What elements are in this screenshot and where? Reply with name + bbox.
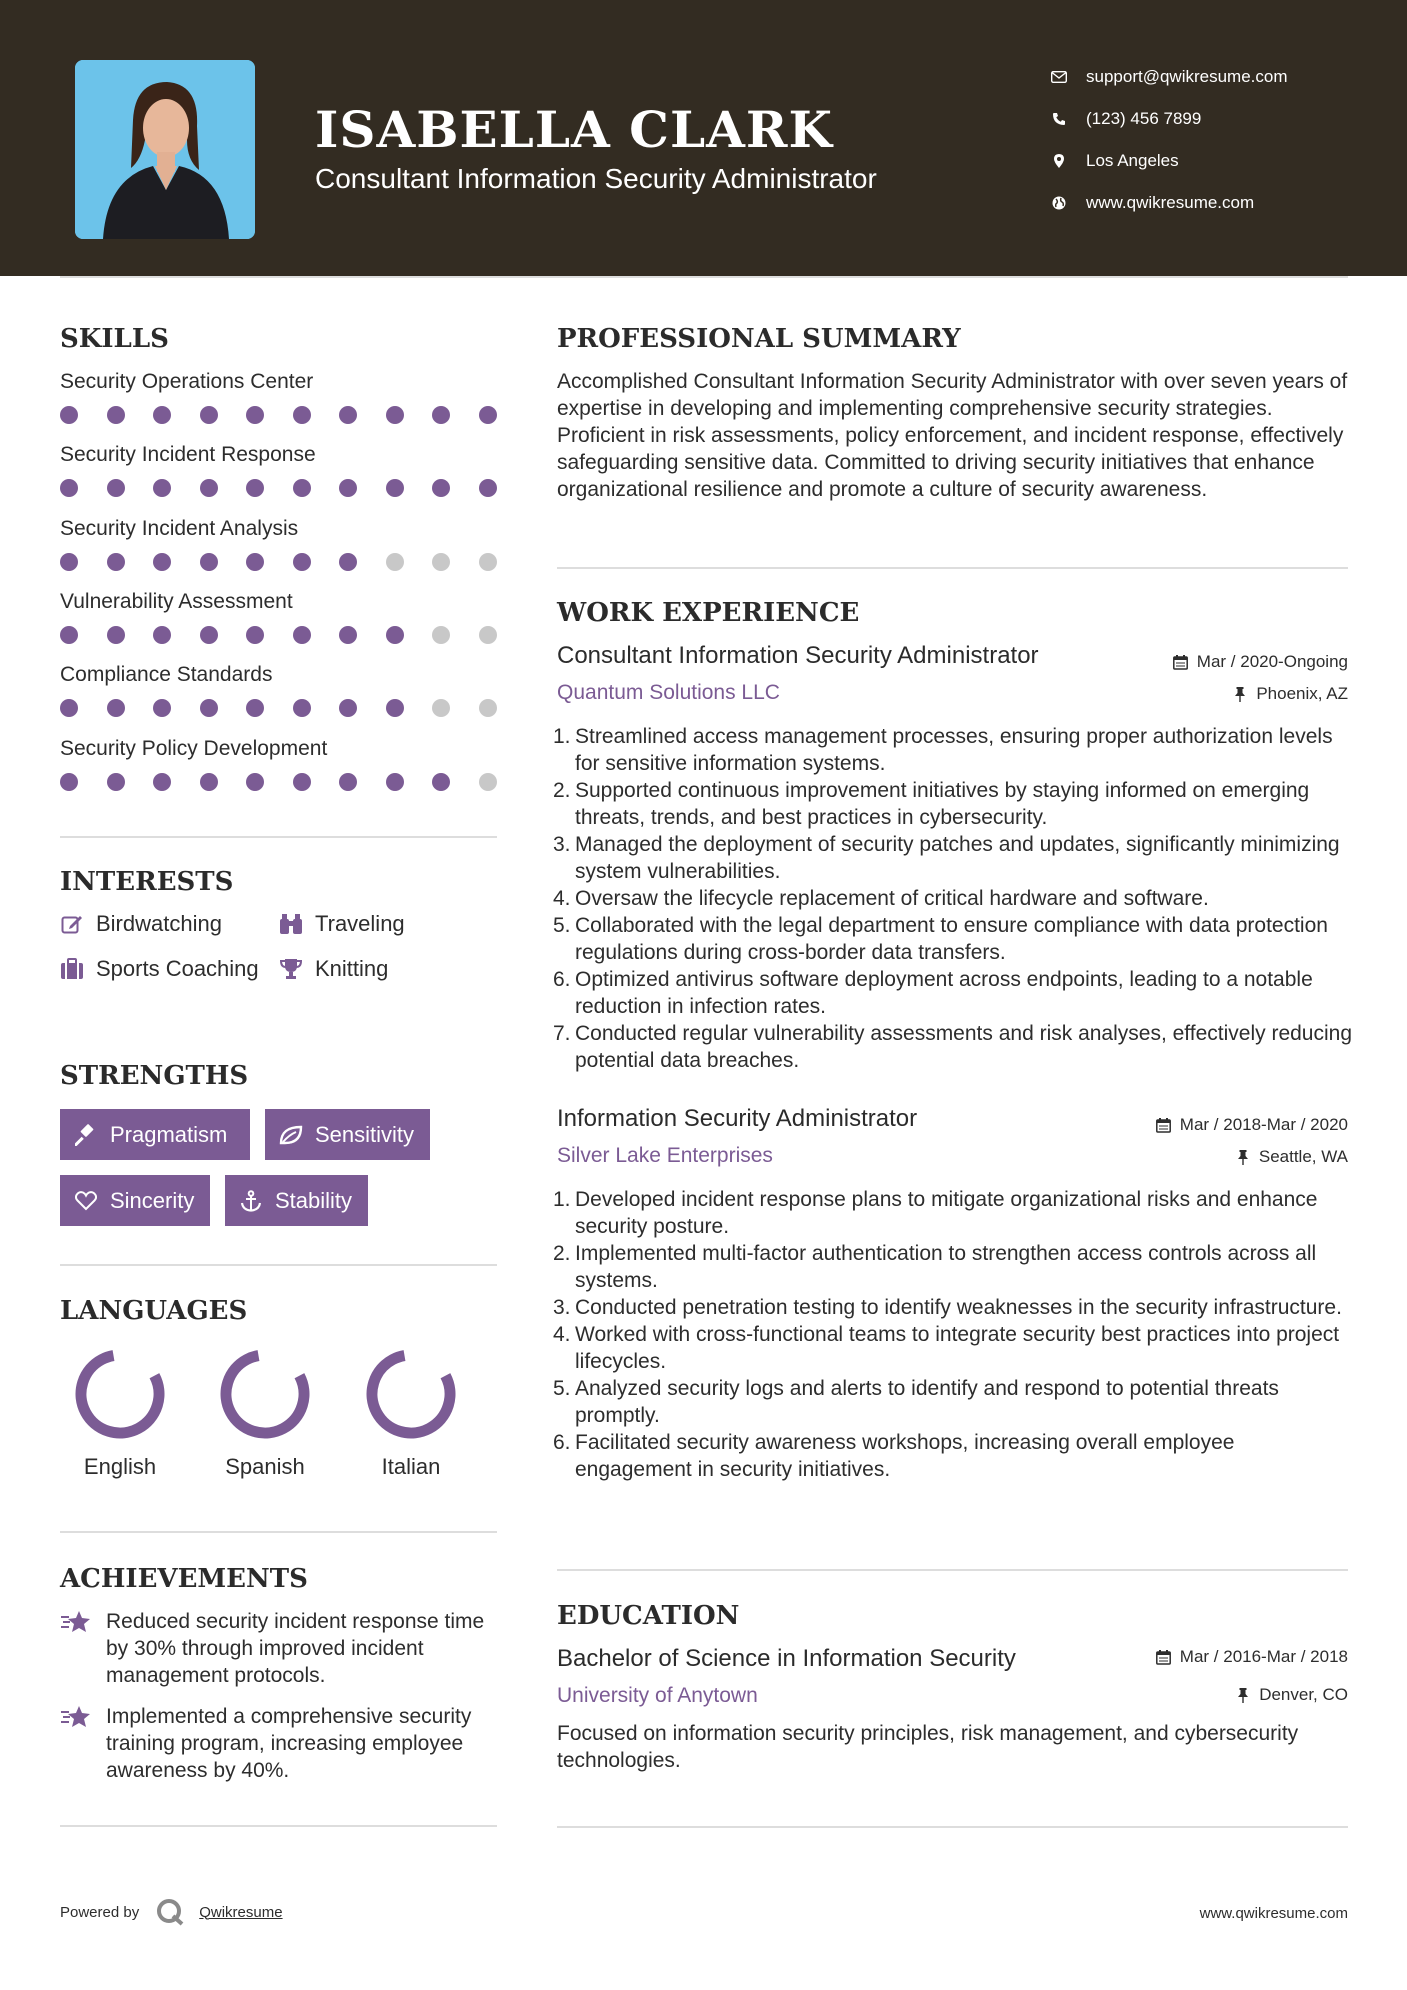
job-date xyxy=(1173,652,1348,672)
skill-rating-dot xyxy=(293,699,311,717)
interest-label: Sports Coaching xyxy=(96,956,259,981)
job-title: Consultant Information Security Administrator xyxy=(557,642,1039,669)
strength-badge xyxy=(265,1109,430,1160)
contact-phone-text: (123) 456 7899 xyxy=(1086,109,1202,128)
skill-rating-dot xyxy=(153,773,171,791)
calendar-icon xyxy=(1156,1117,1172,1133)
skill-label: Security Policy Development xyxy=(60,736,328,760)
skill-rating-dot xyxy=(293,626,311,644)
skill-rating-dot xyxy=(339,699,357,717)
languages-divider xyxy=(60,1531,497,1533)
skill-rating-dot xyxy=(339,406,357,424)
skill-label: Security Operations Center xyxy=(60,370,314,393)
education-date-text: Mar / 2016-Mar / 2018 xyxy=(1179,1647,1348,1666)
job-location-text: Phoenix, AZ xyxy=(1256,684,1348,703)
interest-label: Birdwatching xyxy=(96,911,222,936)
experience-divider xyxy=(557,1569,1348,1571)
achievement-text: Reduced security incident response time by 30% through improved incident management protocols. xyxy=(106,1610,485,1687)
experience-heading: WORK EXPERIENCE xyxy=(557,598,860,628)
skill-label: Security Incident Response xyxy=(60,443,316,467)
contact-website[interactable] xyxy=(1050,182,1288,224)
job-bullet: 1. Streamlined access management processes, ensuring proper authorization levels for sensitive information systems. xyxy=(553,725,1333,775)
skill-rating xyxy=(60,553,525,571)
trophy-icon xyxy=(279,957,303,981)
skill-rating-dot xyxy=(386,626,404,644)
interest-label: Traveling xyxy=(315,911,405,936)
job-company: Quantum Solutions LLC xyxy=(557,681,780,704)
binoculars-icon xyxy=(279,912,303,936)
gavel-icon xyxy=(74,1123,98,1147)
achievements-heading: ACHIEVEMENTS xyxy=(60,1564,308,1594)
education-location xyxy=(1235,1685,1348,1705)
interest-item xyxy=(60,911,222,937)
strength-badge xyxy=(225,1175,368,1226)
job-bullet: 3. Managed the deployment of security patches and updates, significantly minimizing system vulnerabilities. xyxy=(553,833,1340,883)
skill-rating-dot xyxy=(293,479,311,497)
skill-rating-dot xyxy=(153,553,171,571)
contact-list xyxy=(1050,56,1288,224)
header-divider xyxy=(60,276,1348,278)
skill-rating-dot xyxy=(153,626,171,644)
achievement-item xyxy=(60,1608,500,1689)
job-bullets xyxy=(553,1186,1353,1483)
language-level-ring xyxy=(74,1348,166,1440)
skill-rating-dot xyxy=(60,553,78,571)
interest-item xyxy=(60,956,259,982)
skill-rating-dot xyxy=(107,626,125,644)
achievements-divider xyxy=(60,1825,497,1827)
strength-badge xyxy=(60,1109,250,1160)
skill-rating-dot xyxy=(107,553,125,571)
contact-phone[interactable] xyxy=(1050,98,1288,140)
skill-rating-dot xyxy=(432,626,450,644)
skill-rating-dot xyxy=(200,699,218,717)
leaf-icon xyxy=(279,1123,303,1147)
skill-rating-dot xyxy=(200,406,218,424)
skill-rating-dot xyxy=(479,406,497,424)
job-bullet: 4. Worked with cross-functional teams to integrate security best practices into project lifecycles. xyxy=(553,1323,1340,1373)
skill-rating-dot xyxy=(246,626,264,644)
skill-rating-dot xyxy=(339,773,357,791)
skill-rating-dot xyxy=(200,553,218,571)
skill-rating-dot xyxy=(60,406,78,424)
candidate-name: ISABELLA CLARK xyxy=(315,100,833,159)
language-level-arc xyxy=(74,1348,166,1440)
interest-label: Knitting xyxy=(315,956,389,981)
powered-by-text: Powered by xyxy=(60,1903,140,1921)
location-pin-icon xyxy=(1050,152,1068,170)
interests-heading: INTERESTS xyxy=(60,867,234,897)
job-location-text: Seattle, WA xyxy=(1258,1147,1348,1166)
skills-divider xyxy=(60,836,497,838)
skill-rating-dot xyxy=(60,699,78,717)
skill-rating-dot xyxy=(386,479,404,497)
skill-rating-dot xyxy=(386,406,404,424)
skill-label: Vulnerability Assessment xyxy=(60,589,293,613)
summary-heading: PROFESSIONAL SUMMARY xyxy=(557,324,961,354)
skill-rating xyxy=(60,699,525,717)
shooting-star-icon xyxy=(60,1703,92,1731)
skill-rating-dot xyxy=(107,773,125,791)
skill-rating-dot xyxy=(386,553,404,571)
contact-location-text: Los Angeles xyxy=(1086,151,1179,170)
language-label: Spanish xyxy=(225,1454,305,1479)
shooting-star-icon xyxy=(60,1608,92,1636)
skill-rating-dot xyxy=(432,699,450,717)
job-bullet: 6. Optimized antivirus software deployment across endpoints, leading to a notable reduction in infection rates. xyxy=(553,968,1313,1018)
job-bullet: 2. Supported continuous improvement initiatives by staying informed on emerging threats, trends, and best practices in cybersecurity. xyxy=(553,779,1310,829)
pencil-square-icon xyxy=(60,912,84,936)
pushpin-icon xyxy=(1235,1687,1251,1703)
job-title: Information Security Administrator xyxy=(557,1105,918,1132)
skill-rating xyxy=(60,479,525,497)
skill-label: Security Incident Analysis xyxy=(60,516,299,540)
skill-rating-dot xyxy=(339,553,357,571)
skill-rating xyxy=(60,773,525,791)
language-label: Italian xyxy=(381,1454,441,1479)
education-description: Focused on information security principles, risk management, and cybersecurity technologies. xyxy=(557,1722,1299,1772)
job-bullet: 1. Developed incident response plans to mitigate organizational risks and enhance security posture. xyxy=(553,1188,1318,1238)
education-location-text: Denver, CO xyxy=(1259,1685,1348,1704)
footer-powered-by xyxy=(60,1898,283,1926)
resume-header xyxy=(0,0,1407,276)
skill-rating-dot xyxy=(153,479,171,497)
skill-rating-dot xyxy=(107,479,125,497)
skill-rating-dot xyxy=(479,699,497,717)
job-bullet: 5. Analyzed security logs and alerts to identify and respond to potential threats promptly. xyxy=(553,1377,1279,1427)
skill-rating-dot xyxy=(479,479,497,497)
job-bullets xyxy=(553,723,1353,1074)
education-school: University of Anytown xyxy=(557,1684,758,1707)
qwikresume-link[interactable]: Qwikresume xyxy=(199,1903,283,1921)
heart-icon xyxy=(74,1189,98,1213)
job-bullet: 4. Oversaw the lifecycle replacement of critical hardware and software. xyxy=(553,887,1209,910)
job-date xyxy=(1156,1115,1348,1135)
skill-rating-dot xyxy=(432,773,450,791)
calendar-icon xyxy=(1173,654,1189,670)
contact-location xyxy=(1050,140,1288,182)
strength-label: Stability xyxy=(275,1187,353,1213)
language-level-ring xyxy=(219,1348,311,1440)
skill-rating-dot xyxy=(339,626,357,644)
skill-rating-dot xyxy=(107,699,125,717)
skill-rating-dot xyxy=(293,773,311,791)
interest-item xyxy=(279,911,405,937)
skill-rating-dot xyxy=(339,479,357,497)
skill-rating-dot xyxy=(246,773,264,791)
skill-rating-dot xyxy=(246,699,264,717)
language-level-ring xyxy=(365,1348,457,1440)
languages-heading: LANGUAGES xyxy=(60,1296,248,1326)
job-date-text: Mar / 2020-Ongoing xyxy=(1196,652,1348,671)
strengths-divider xyxy=(60,1264,497,1266)
job-company: Silver Lake Enterprises xyxy=(557,1144,773,1167)
job-location xyxy=(1235,1147,1348,1167)
pushpin-icon xyxy=(1235,1149,1251,1165)
skill-rating-dot xyxy=(246,406,264,424)
skill-rating-dot xyxy=(153,406,171,424)
skill-label: Compliance Standards xyxy=(60,663,273,687)
education-date xyxy=(1156,1647,1348,1667)
achievement-text: Implemented a comprehensive security training program, increasing employee awareness by 40%. xyxy=(106,1705,472,1782)
skill-rating-dot xyxy=(107,406,125,424)
summary-divider xyxy=(557,567,1348,569)
strength-badge xyxy=(60,1175,210,1226)
briefcase-icon xyxy=(60,957,84,981)
profile-photo xyxy=(75,60,255,239)
skill-rating-dot xyxy=(60,626,78,644)
job-date-text: Mar / 2018-Mar / 2020 xyxy=(1179,1115,1348,1134)
strength-label: Sensitivity xyxy=(315,1121,415,1147)
footer-url[interactable]: www.qwikresume.com xyxy=(1199,1905,1348,1922)
strengths-heading: STRENGTHS xyxy=(60,1061,249,1091)
job-bullet: 5. Collaborated with the legal department to ensure compliance with data protection regulations during cross-border data transfers. xyxy=(553,914,1328,964)
phone-icon xyxy=(1050,110,1068,128)
education-heading: EDUCATION xyxy=(557,1601,740,1631)
summary-text: Accomplished Consultant Information Security Administrator with over seven years of expertise in developing and implementing comprehensive security strategies. Proficient in risk assessments, policy enforcement, and incident response, effectively safeguarding sensitive data. Committed to driving security initiatives that enhance organizational resilience and promote a culture of security awareness. xyxy=(557,370,1348,501)
globe-icon xyxy=(1050,194,1068,212)
envelope-icon xyxy=(1050,68,1068,86)
skill-rating-dot xyxy=(432,553,450,571)
skill-rating-dot xyxy=(200,773,218,791)
language-item xyxy=(361,1348,461,1480)
skill-rating-dot xyxy=(60,479,78,497)
job-location xyxy=(1232,684,1348,704)
candidate-title: Consultant Information Security Administrator xyxy=(315,163,877,194)
education-divider xyxy=(557,1826,1348,1828)
language-item xyxy=(70,1348,170,1480)
skill-rating-dot xyxy=(432,406,450,424)
interest-item xyxy=(279,956,388,982)
language-level-arc xyxy=(365,1348,457,1440)
skill-rating-dot xyxy=(246,479,264,497)
strength-label: Pragmatism xyxy=(110,1121,228,1147)
skill-rating xyxy=(60,626,525,644)
skill-rating-dot xyxy=(200,479,218,497)
skill-rating-dot xyxy=(153,699,171,717)
skills-heading: SKILLS xyxy=(60,324,169,354)
skill-rating-dot xyxy=(479,626,497,644)
skill-rating-dot xyxy=(60,773,78,791)
skill-rating-dot xyxy=(479,553,497,571)
anchor-icon xyxy=(239,1189,263,1213)
skill-rating-dot xyxy=(432,479,450,497)
strength-label: Sincerity xyxy=(110,1187,195,1213)
skill-rating xyxy=(60,406,525,424)
contact-email-text: support@qwikresume.com xyxy=(1086,67,1288,86)
calendar-icon xyxy=(1156,1649,1172,1665)
skill-rating-dot xyxy=(200,626,218,644)
job-bullet: 6. Facilitated security awareness workshops, increasing overall employee engagement in security initiatives. xyxy=(553,1431,1235,1481)
job-bullet: 7. Conducted regular vulnerability assessments and risk analyses, effectively reducing potential data breaches. xyxy=(553,1022,1353,1072)
skill-rating-dot xyxy=(293,553,311,571)
language-level-arc xyxy=(219,1348,311,1440)
skill-rating-dot xyxy=(386,773,404,791)
skill-rating-dot xyxy=(293,406,311,424)
pushpin-icon xyxy=(1232,686,1248,702)
skill-rating-dot xyxy=(246,553,264,571)
skill-rating-dot xyxy=(479,773,497,791)
qwikresume-logo-icon xyxy=(155,1898,185,1926)
language-item xyxy=(215,1348,315,1480)
achievement-item xyxy=(60,1703,500,1784)
job-bullet: 2. Implemented multi-factor authentication to strengthen access controls across all systems. xyxy=(553,1242,1317,1292)
contact-website-text: www.qwikresume.com xyxy=(1086,193,1255,212)
education-degree: Bachelor of Science in Information Security xyxy=(557,1645,1016,1672)
skill-rating-dot xyxy=(386,699,404,717)
job-bullet: 3. Conducted penetration testing to identify weaknesses in the security infrastructure. xyxy=(553,1296,1342,1319)
language-label: English xyxy=(83,1454,157,1479)
contact-email[interactable] xyxy=(1050,56,1288,98)
